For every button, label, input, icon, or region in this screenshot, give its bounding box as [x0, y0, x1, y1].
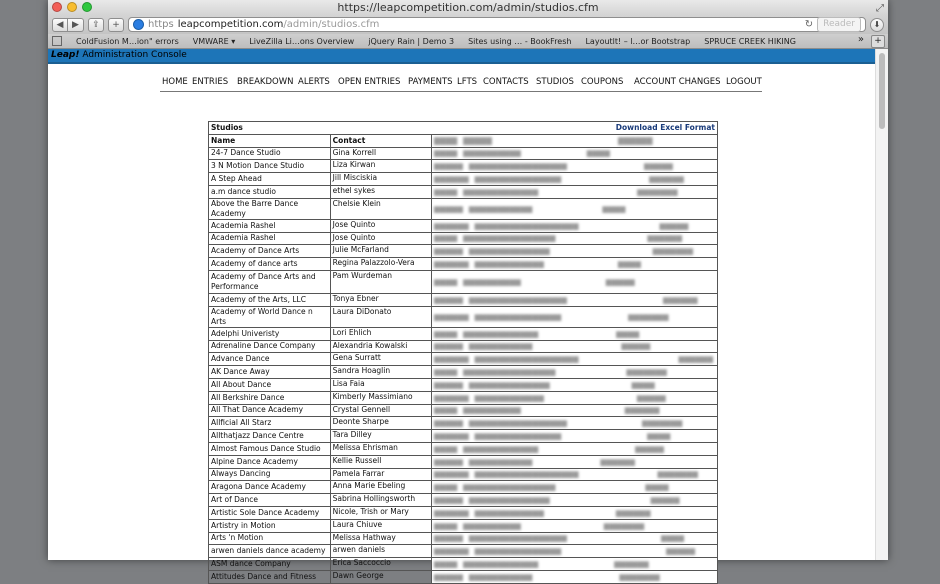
fullscreen-icon[interactable]: ⤢ [876, 3, 884, 14]
studio-name-cell: 3 N Motion Dance Studio [209, 160, 331, 173]
redacted-cell: ▆▆▆▆▆ ▆▆▆▆▆▆▆▆▆▆▆ ▆▆▆▆▆▆ [432, 455, 718, 468]
reader-button[interactable]: Reader [817, 17, 861, 32]
redacted-cell: ▆▆▆▆▆ ▆▆▆▆▆▆▆▆▆▆▆▆▆▆▆▆▆ ▆▆▆▆▆ [432, 160, 718, 173]
table-row [209, 306, 718, 327]
bookmark-item[interactable]: jQuery Rain | Demo 3 [368, 36, 455, 46]
redacted-cell: ▆▆▆▆ ▆▆▆▆▆▆▆▆▆▆▆▆▆ ▆▆▆▆▆▆▆ [432, 185, 718, 198]
studio-name-cell: a.m dance studio [209, 185, 331, 198]
nav-entries[interactable]: ENTRIES [192, 77, 229, 87]
new-tab-button[interactable] [108, 18, 124, 32]
table-row [209, 173, 718, 186]
studio-name-cell: arwen daniels dance academy [209, 545, 331, 558]
table-row [209, 481, 718, 494]
main-nav [160, 75, 762, 92]
redacted-cell: ▆▆▆▆▆ ▆▆▆▆▆▆▆▆▆▆▆ ▆▆▆▆▆ [432, 340, 718, 353]
share-icon: ⇪ [92, 19, 100, 30]
download-icon: ⬇ [873, 20, 881, 29]
table-row [209, 378, 718, 391]
table-row [209, 430, 718, 443]
studio-name-cell: Adrenaline Dance Company [209, 340, 331, 353]
table-row [209, 442, 718, 455]
studio-name-cell: Academy of dance arts [209, 258, 331, 271]
nav-contacts[interactable]: CONTACTS [483, 77, 529, 87]
brand-logo: Leap! [51, 50, 80, 60]
studio-name-cell: Allthatjazz Dance Centre [209, 430, 331, 443]
contact-cell: ethel sykes [330, 185, 431, 198]
nav-studios[interactable]: STUDIOS [536, 77, 574, 87]
contact-cell: Kellie Russell [330, 455, 431, 468]
studio-name-cell: Almost Famous Dance Studio [209, 442, 331, 455]
studio-name-cell: All That Dance Academy [209, 404, 331, 417]
table-row [209, 327, 718, 340]
studio-name-cell: Academy of Dance Arts and Performance [209, 270, 331, 293]
studio-name-cell: Always Dancing [209, 468, 331, 481]
table-row [209, 494, 718, 507]
browser-window [48, 0, 888, 581]
share-button[interactable] [88, 18, 104, 32]
table-row [209, 417, 718, 430]
studio-name-cell: Aragona Dance Academy [209, 481, 331, 494]
studio-name-cell: Artistry in Motion [209, 519, 331, 532]
url-path: /admin/studios.cfm [283, 19, 380, 30]
contact-cell: Gina Korrell [330, 147, 431, 160]
table-row [209, 293, 718, 306]
nav-breakdown[interactable]: BREAKDOWN [237, 77, 294, 87]
redacted-cell: ▆▆▆▆ ▆▆▆▆▆▆▆▆▆▆▆▆▆ ▆▆▆▆ [432, 327, 718, 340]
show-all-bookmarks-icon[interactable] [52, 36, 62, 46]
studio-name-cell: Academy of World Dance n Arts [209, 306, 331, 327]
redacted-cell: ▆▆▆▆▆ ▆▆▆▆▆▆▆▆▆▆▆▆▆▆▆▆▆ ▆▆▆▆▆▆ [432, 293, 718, 306]
nav-open-entries[interactable]: OPEN ENTRIES [338, 77, 401, 87]
url-scheme: https [148, 19, 174, 30]
contact-cell: Erica Saccoccio [330, 558, 431, 571]
contact-cell: Melissa Ehrisman [330, 442, 431, 455]
zoom-window-button[interactable] [82, 2, 92, 12]
redacted-cell: ▆▆▆▆ ▆▆▆▆▆▆▆▆▆▆▆▆▆▆▆▆ ▆▆▆▆ [432, 481, 718, 494]
redacted-cell: ▆▆▆▆▆▆ ▆▆▆▆▆▆▆▆▆▆▆▆▆▆▆ ▆▆▆▆▆ [432, 545, 718, 558]
forward-button[interactable] [68, 18, 84, 32]
studio-name-cell: Academia Rashel [209, 232, 331, 245]
contact-cell: Sabrina Hollingsworth [330, 494, 431, 507]
globe-icon [133, 19, 144, 30]
redacted-cell: ▆▆▆▆▆ ▆▆▆▆▆▆▆▆▆▆▆▆▆▆ ▆▆▆▆▆ [432, 494, 718, 507]
contact-cell: Pamela Farrar [330, 468, 431, 481]
contact-cell: Pam Wurdeman [330, 270, 431, 293]
table-row [209, 532, 718, 545]
table-row [209, 340, 718, 353]
vertical-scrollbar[interactable] [875, 49, 888, 560]
redacted-cell: ▆▆▆▆▆▆ ▆▆▆▆▆▆▆▆▆▆▆▆ ▆▆▆▆▆▆ [432, 506, 718, 519]
table-row [209, 353, 718, 366]
table-row [209, 570, 718, 583]
table-row [209, 468, 718, 481]
downloads-button[interactable] [870, 18, 884, 32]
contact-cell: Lori Ehlich [330, 327, 431, 340]
redacted-cell: ▆▆▆▆ ▆▆▆▆▆▆▆▆▆▆▆▆▆ ▆▆▆▆▆ [432, 442, 718, 455]
studio-name-cell: Alpine Dance Academy [209, 455, 331, 468]
redacted-cell: ▆▆▆▆▆▆ ▆▆▆▆▆▆▆▆▆▆▆▆▆▆▆▆▆▆ ▆▆▆▆▆▆▆ [432, 468, 718, 481]
nav-coupons[interactable]: COUPONS [581, 77, 624, 87]
studio-name-cell: Academy of Dance Arts [209, 245, 331, 258]
table-header-row [209, 134, 718, 147]
redacted-cell: ▆▆▆▆ ▆▆▆▆▆▆▆▆▆▆ ▆▆▆▆▆▆▆ [432, 519, 718, 532]
studio-name-cell: Academia Rashel [209, 219, 331, 232]
table-row [209, 404, 718, 417]
contact-cell: Anna Marie Ebeling [330, 481, 431, 494]
redacted-cell: ▆▆▆▆▆ ▆▆▆▆▆▆▆▆▆▆▆▆▆▆▆▆▆ ▆▆▆▆ [432, 532, 718, 545]
bookmark-item[interactable]: VMWARE ▾ [192, 36, 236, 46]
reload-icon[interactable]: ↻ [804, 19, 814, 30]
table-row [209, 455, 718, 468]
contact-cell: Tonya Ebner [330, 293, 431, 306]
contact-cell: Liza Kirwan [330, 160, 431, 173]
table-row [209, 558, 718, 571]
studio-name-cell: ASM dance Company [209, 558, 331, 571]
window-title: https://leapcompetition.com/admin/studios.cfm [337, 1, 599, 14]
contact-cell: arwen daniels [330, 545, 431, 558]
contact-cell: Jose Quinto [330, 232, 431, 245]
table-caption: Studios [211, 122, 243, 132]
table-row [209, 391, 718, 404]
bookmark-item[interactable]: ColdFusion M…ion" errors [76, 36, 179, 46]
contact-cell: Chelsie Klein [330, 198, 431, 219]
minimize-window-button[interactable] [67, 2, 77, 12]
studio-name-cell: All Berkshire Dance [209, 391, 331, 404]
nav-lfts[interactable]: LFTS [457, 77, 478, 87]
download-excel-link[interactable]: Download Excel Format [615, 122, 715, 132]
contact-cell: Dawn George [330, 570, 431, 583]
url-host: leapcompetition.com [177, 19, 284, 30]
table-row [209, 147, 718, 160]
browser-toolbar [48, 15, 888, 34]
contact-cell: Laura Chiuve [330, 519, 431, 532]
contact-cell: Kimberly Massimiano [330, 391, 431, 404]
back-button[interactable] [52, 18, 68, 32]
redacted-cell: ▆▆▆▆ ▆▆▆▆▆▆▆▆▆▆ ▆▆▆▆▆ [432, 270, 718, 293]
redacted-cell: ▆▆▆▆▆ ▆▆▆▆▆▆▆▆▆▆▆▆▆▆ ▆▆▆▆ [432, 378, 718, 391]
redacted-cell: ▆▆▆▆▆▆ ▆▆▆▆▆▆▆▆▆▆▆▆▆▆▆▆▆▆ ▆▆▆▆▆▆ [432, 353, 718, 366]
redacted-cell: ▆▆▆▆▆ ▆▆▆▆▆▆▆▆▆▆▆▆▆▆ ▆▆▆▆▆▆▆ [432, 245, 718, 258]
redacted-cell: ▆▆▆▆ ▆▆▆▆▆▆▆▆▆▆▆▆▆▆▆▆ ▆▆▆▆▆▆▆ [432, 366, 718, 379]
redacted-cell: ▆▆▆▆ ▆▆▆▆▆▆▆▆▆▆ ▆▆▆▆ [432, 147, 718, 160]
redacted-cell: ▆▆▆▆▆▆ ▆▆▆▆▆▆▆▆▆▆▆▆▆▆▆ ▆▆▆▆▆▆▆ [432, 306, 718, 327]
redacted-cell: ▆▆▆▆▆▆ ▆▆▆▆▆▆▆▆▆▆▆▆▆▆▆ ▆▆▆▆ [432, 430, 718, 443]
nav-alerts[interactable]: ALERTS [298, 77, 330, 87]
redacted-cell: ▆▆▆▆ ▆▆▆▆▆▆▆▆▆▆▆▆▆ ▆▆▆▆▆▆ [432, 558, 718, 571]
contact-cell: Jill Misciskia [330, 173, 431, 186]
redacted-cell: ▆▆▆▆▆▆ ▆▆▆▆▆▆▆▆▆▆▆▆ ▆▆▆▆▆ [432, 391, 718, 404]
nav-buttons [52, 18, 84, 32]
contact-cell: Gena Surratt [330, 353, 431, 366]
bookmark-item[interactable]: LiveZilla Li…ons Overview [249, 36, 355, 46]
contact-cell: Regina Palazzolo-Vera [330, 258, 431, 271]
column-header-contact: Contact [330, 134, 431, 147]
redacted-cell: ▆▆▆▆▆▆ ▆▆▆▆▆▆▆▆▆▆▆▆▆▆▆ ▆▆▆▆▆▆ [432, 173, 718, 186]
studio-name-cell: Arts 'n Motion [209, 532, 331, 545]
studio-name-cell: Above the Barre Dance Academy [209, 198, 331, 219]
contact-cell: Julie McFarland [330, 245, 431, 258]
studio-name-cell: All About Dance [209, 378, 331, 391]
console-header [48, 49, 876, 64]
address-bar[interactable] [128, 17, 866, 32]
table-row [209, 160, 718, 173]
table-row [209, 185, 718, 198]
nav-account-changes[interactable]: ACCOUNT CHANGES [634, 77, 721, 87]
table-row [209, 232, 718, 245]
studio-name-cell: 24-7 Dance Studio [209, 147, 331, 160]
redacted-cell: ▆▆▆▆▆▆ ▆▆▆▆▆▆▆▆▆▆▆▆ ▆▆▆▆ [432, 258, 718, 271]
redacted-cell: ▆▆▆▆ ▆▆▆▆▆▆▆▆▆▆ ▆▆▆▆▆▆ [432, 404, 718, 417]
contact-cell: Alexandria Kowalski [330, 340, 431, 353]
back-arrow-icon: ◀ [56, 19, 64, 30]
contact-cell: Nicole, Trish or Mary [330, 506, 431, 519]
contact-cell: Melissa Hathway [330, 532, 431, 545]
bookmarks-bar [48, 34, 888, 49]
column-header-name: Name [209, 134, 331, 147]
studios-table [208, 121, 718, 584]
page-content [48, 49, 876, 581]
redacted-cell: ▆▆▆▆▆ ▆▆▆▆▆▆▆▆▆▆▆▆▆▆▆▆▆ ▆▆▆▆▆▆▆ [432, 417, 718, 430]
nav-payments[interactable]: PAYMENTS [408, 77, 453, 87]
contact-cell: Jose Quinto [330, 219, 431, 232]
table-title-row [209, 122, 718, 135]
redacted-cell: ▆▆▆▆▆▆ ▆▆▆▆▆▆▆▆▆▆▆▆▆▆▆▆▆▆ ▆▆▆▆▆ [432, 219, 718, 232]
redacted-header-cell: ▇▇▇▇ ▇▇▇▇▇ ▇▇▇▇▇▇ [432, 134, 718, 147]
studio-name-cell: Adelphi Univeristy [209, 327, 331, 340]
title-bar [48, 0, 888, 15]
contact-cell: Deonte Sharpe [330, 417, 431, 430]
table-row [209, 270, 718, 293]
bookmark-item[interactable]: SPRUCE CREEK HIKING [704, 36, 796, 46]
window-controls [52, 2, 92, 12]
contact-cell: Sandra Hoaglin [330, 366, 431, 379]
studio-name-cell: Attitudes Dance and Fitness [209, 570, 331, 583]
bookmark-item[interactable]: Layoutlt! – l…or Bootstrap [585, 36, 691, 46]
table-row [209, 198, 718, 219]
plus-icon: + [112, 19, 120, 30]
table-row [209, 258, 718, 271]
scrollbar-thumb[interactable] [879, 53, 885, 129]
table-row [209, 506, 718, 519]
close-window-button[interactable] [52, 2, 62, 12]
nav-home[interactable]: HOME [162, 77, 188, 87]
contact-cell: Tara Dilley [330, 430, 431, 443]
redacted-cell: ▆▆▆▆▆ ▆▆▆▆▆▆▆▆▆▆▆ ▆▆▆▆▆▆▆ [432, 570, 718, 583]
studio-name-cell: Academy of the Arts, LLC [209, 293, 331, 306]
table-row [209, 219, 718, 232]
table-row [209, 366, 718, 379]
studio-name-cell: Allficial All Starz [209, 417, 331, 430]
studio-name-cell: AK Dance Away [209, 366, 331, 379]
redacted-cell: ▆▆▆▆▆ ▆▆▆▆▆▆▆▆▆▆▆ ▆▆▆▆ [432, 198, 718, 219]
bookmark-item[interactable]: Sites using … - BookFresh [468, 36, 572, 46]
redacted-cell: ▆▆▆▆ ▆▆▆▆▆▆▆▆▆▆▆▆▆▆▆▆ ▆▆▆▆▆▆ [432, 232, 718, 245]
add-tab-icon[interactable]: + [871, 35, 885, 48]
studio-name-cell: Artistic Sole Dance Academy [209, 506, 331, 519]
nav-logout[interactable]: LOGOUT [726, 77, 762, 87]
table-row [209, 519, 718, 532]
table-row [209, 545, 718, 558]
table-row [209, 245, 718, 258]
console-title: Administration Console [79, 50, 187, 60]
contact-cell: Lisa Faia [330, 378, 431, 391]
more-bookmarks-icon[interactable]: » [857, 34, 864, 45]
studio-name-cell: Art of Dance [209, 494, 331, 507]
contact-cell: Crystal Gennell [330, 404, 431, 417]
studio-name-cell: Advance Dance [209, 353, 331, 366]
studio-name-cell: A Step Ahead [209, 173, 331, 186]
contact-cell: Laura DiDonato [330, 306, 431, 327]
forward-arrow-icon: ▶ [72, 19, 79, 30]
